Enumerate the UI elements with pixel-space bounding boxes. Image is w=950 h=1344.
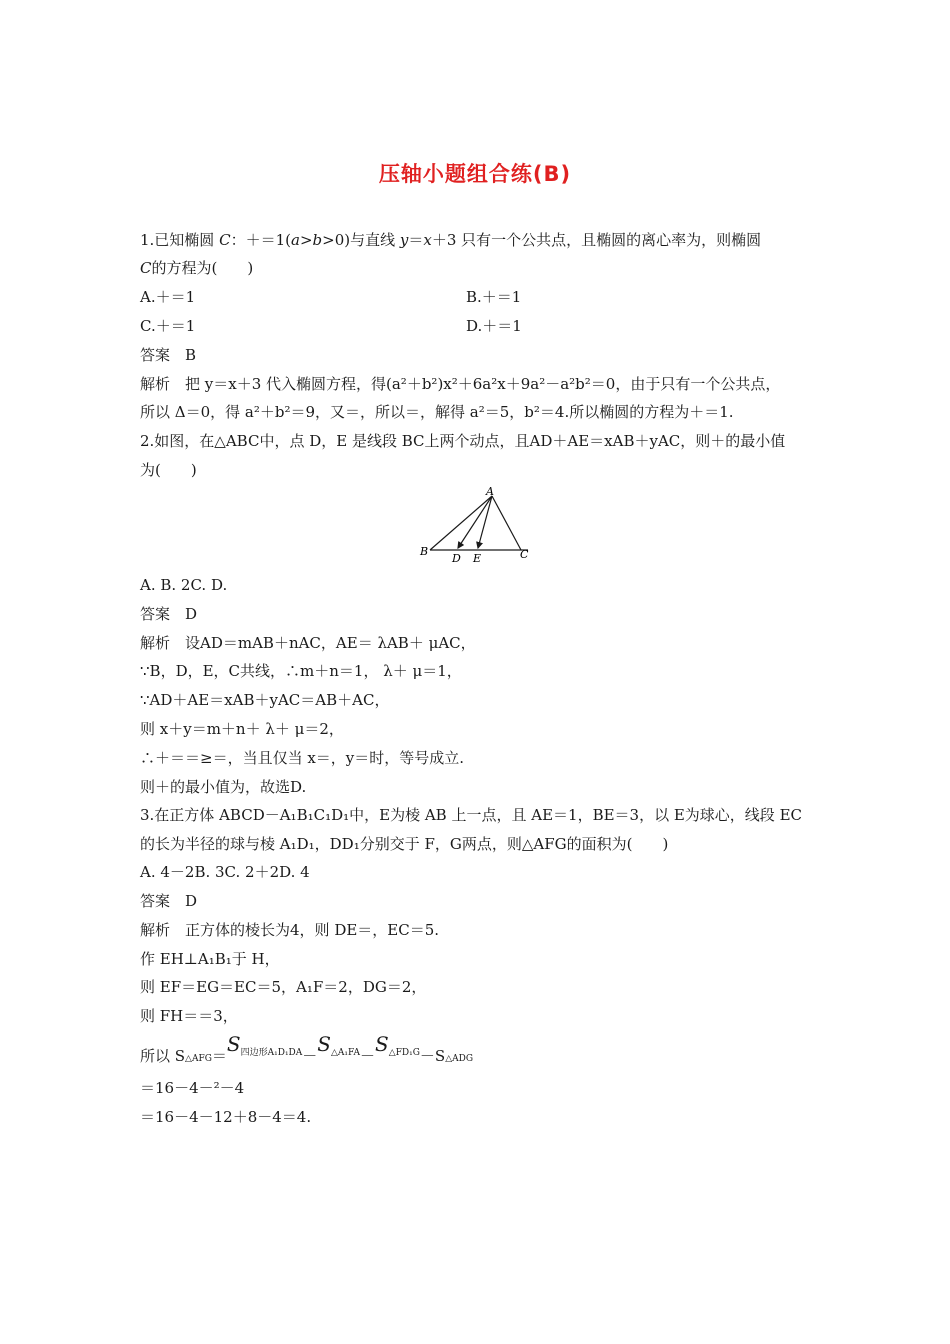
q2-explanation-line5: ∴＋＝＝≥＝，当且仅当 x＝，y＝时，等号成立. — [140, 749, 465, 767]
formula-text: － — [302, 1047, 318, 1065]
q3-answer: 答案 D — [140, 892, 198, 910]
label-c: C — [520, 548, 529, 561]
q1-stem-line1 — [140, 230, 761, 250]
q1-explanation-line1: 解析 把 y＝x＋3 代入椭圆方程，得(a²＋b²)x²＋6a²x＋9a²－a²b²＝0，由于只有一个公共点， — [140, 375, 781, 393]
q3-explanation-line4: 则 FH＝＝3， — [140, 1007, 238, 1025]
q1-text: > — [299, 231, 313, 249]
q1-var-a: a — [290, 231, 300, 249]
q2-stem-line1: 2.如图，在△ABC中，点 D，E 是线段 BC上两个动点，且AD＋AE＝xAB＋yAC，则＋的最小值 — [140, 432, 786, 450]
q2-explanation-line3: ∵AD＋AE＝xAB＋yAC＝AB＋AC， — [140, 691, 390, 709]
q3-explanation-line7: ＝16－4－12＋8－4＝4. — [140, 1108, 312, 1126]
q1-var-y: y — [399, 231, 409, 249]
q1-option-b: B.＋＝1 — [466, 288, 522, 306]
q1-text: 1.已知椭圆 — [140, 231, 220, 249]
q1-option-c: C.＋＝1 — [140, 317, 196, 335]
label-d: D — [452, 552, 461, 565]
q3-area-formula — [140, 1032, 474, 1069]
label-b: B — [420, 545, 429, 558]
segment-ac — [492, 496, 521, 550]
formula-subscript: △A₁FA — [331, 1048, 360, 1058]
formula-text: 所以 S — [140, 1047, 186, 1065]
q1-text: ：＋＝1( — [230, 231, 291, 249]
q3-explanation-line6: ＝16－4－²－4 — [140, 1079, 245, 1097]
q3-stem-line1: 3.在正方体 ABCD－A₁B₁C₁D₁中，E为棱 AB 上一点，且 AE＝1，BE＝3，以 E为球心，线段 EC — [140, 806, 802, 824]
q2-options: A. B. 2C. D. — [140, 576, 228, 594]
label-a: A — [486, 485, 494, 498]
formula-symbol: S — [375, 1032, 389, 1056]
formula-symbol: S — [226, 1032, 241, 1056]
q2-answer: 答案 D — [140, 605, 198, 623]
formula-subscript: △AFG — [185, 1054, 212, 1064]
formula-symbol: S — [317, 1032, 331, 1056]
q1-text: >0)与直线 — [322, 231, 400, 249]
q1-option-d: D.＋＝1 — [466, 317, 522, 335]
q1-var-x: x — [423, 231, 432, 249]
q1-answer: 答案 B — [140, 346, 197, 364]
q3-stem-line2: 的长为半径的球与棱 A₁D₁，DD₁分别交于 F，G两点，则△AFG的面积为( ) — [140, 835, 669, 853]
formula-text: － — [419, 1047, 435, 1065]
page-title: 压轴小题组合练(B) — [378, 162, 572, 186]
q1-explanation-line2: 所以 Δ＝0，得 a²＋b²＝9，又＝，所以＝，解得 a²＝5，b²＝4.所以椭圆的方程为＋＝1. — [140, 403, 734, 421]
q1-option-a: A.＋＝1 — [140, 288, 196, 306]
q1-text: ＝ — [408, 231, 424, 249]
formula-text: ＝ — [211, 1047, 227, 1065]
q2-explanation-line2: ∵B，D，E，C共线，∴m＋n＝1， λ＋ μ＝1， — [140, 662, 462, 680]
q1-var-c: C — [140, 259, 152, 277]
segment-ab — [430, 496, 492, 550]
q2-explanation-line6: 则＋的最小值为，故选D. — [140, 778, 307, 796]
q1-var-b: b — [312, 231, 323, 249]
triangle-figure — [414, 484, 534, 566]
vector-ad — [458, 496, 492, 548]
q3-options: A. 4－2B. 3C. 2＋2D. 4 — [140, 863, 310, 881]
label-e: E — [473, 552, 482, 565]
q3-explanation-line1: 解析 正方体的棱长为4，则 DE＝，EC＝5. — [140, 921, 440, 939]
q2-explanation-line4: 则 x＋y＝m＋n＋ λ＋ μ＝2， — [140, 720, 344, 738]
q3-explanation-line2: 作 EH⊥A₁B₁于 H， — [140, 950, 280, 968]
formula-subscript: 四边形A₁D₁DA — [240, 1048, 303, 1058]
formula-symbol: S — [434, 1047, 446, 1065]
q1-var-c: C — [219, 231, 231, 249]
q1-text: ＋3 只有一个公共点，且椭圆的离心率为，则椭圆 — [431, 231, 762, 249]
q1-stem-line2 — [140, 258, 253, 278]
q2-explanation-line1: 解析 设AD＝mAB＋nAC，AE＝ λAB＋ μAC， — [140, 634, 476, 652]
q3-explanation-line3: 则 EF＝EG＝EC＝5，A₁F＝2，DG＝2， — [140, 978, 427, 996]
q2-stem-line2: 为( ) — [140, 461, 197, 479]
formula-text: － — [360, 1047, 376, 1065]
formula-subscript: △FD₁G — [388, 1048, 420, 1058]
vector-ae — [478, 496, 492, 548]
q1-text: 的方程为( ) — [151, 259, 254, 277]
formula-subscript: △ADG — [445, 1054, 474, 1064]
